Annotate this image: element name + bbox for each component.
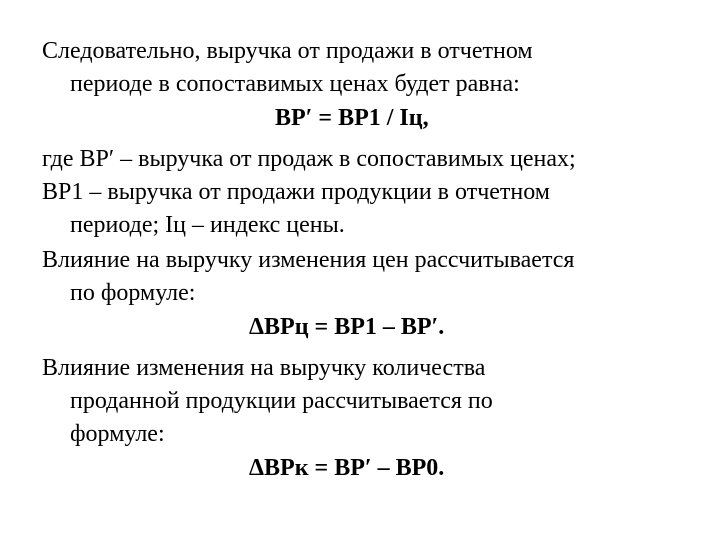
- formula-quantity-effect: ΔВРк = ВР′ – ВР0.: [249, 455, 445, 481]
- text-line: Влияние изменения на выручку количества: [42, 355, 486, 381]
- text-line: формуле:: [70, 421, 165, 447]
- text-line: ВР1 – выручка от продажи продукции в отчетном: [42, 179, 550, 205]
- text-line: периоде в сопоставимых ценах будет равна:: [70, 71, 520, 97]
- text-line: периоде; Iц – индекс цены.: [70, 212, 345, 238]
- text-line: Влияние на выручку изменения цен рассчитывается: [42, 247, 575, 273]
- formula-revenue-comparable-prices: ВР′ = ВР1 / Iц,: [275, 105, 429, 131]
- text-line: Следовательно, выручка от продажи в отчетном: [42, 38, 533, 64]
- text-line: где ВР′ – выручка от продаж в сопоставимых ценах;: [42, 146, 576, 172]
- text-line: по формуле:: [70, 280, 196, 306]
- text-line: проданной продукции рассчитывается по: [70, 388, 493, 414]
- formula-price-effect: ΔВРц = ВР1 – ВР′.: [249, 314, 445, 340]
